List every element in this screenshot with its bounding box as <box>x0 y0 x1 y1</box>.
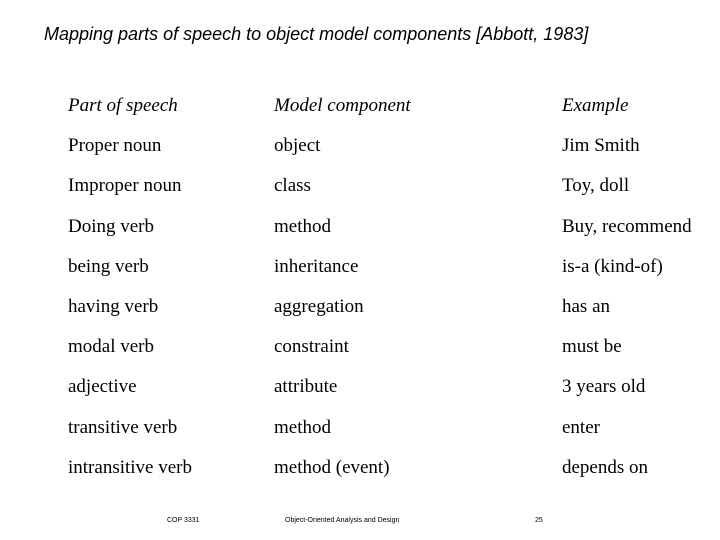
example-cell: must be <box>562 336 622 358</box>
table-row <box>68 367 718 407</box>
model-component-cell: constraint <box>274 336 349 358</box>
example-cell: Toy, doll <box>562 175 630 197</box>
mapping-table <box>68 86 718 488</box>
header-part-of-speech: Part of speech <box>68 95 178 116</box>
part-of-speech-cell: Proper noun <box>68 135 162 157</box>
part-of-speech-cell: having verb <box>68 295 159 317</box>
part-of-speech-cell: Doing verb <box>68 215 155 237</box>
table-row <box>68 448 718 488</box>
header-model-component: Model component <box>274 95 411 116</box>
example-cell: enter <box>562 416 600 438</box>
table-header-row <box>68 86 718 126</box>
model-component-cell: object <box>274 135 321 157</box>
example-cell: Buy, recommend <box>562 215 692 237</box>
part-of-speech-cell: adjective <box>68 376 137 398</box>
footer-subject: Object-Oriented Analysis and Design <box>285 517 400 524</box>
table-row <box>68 166 718 206</box>
model-component-cell: method (event) <box>274 456 390 478</box>
example-cell: has an <box>562 295 611 317</box>
slide-title: Mapping parts of speech to object model components [Abbott, 1983] <box>44 24 589 44</box>
example-cell: is-a (kind-of) <box>562 255 663 277</box>
table-row <box>68 327 718 367</box>
table-row <box>68 126 718 166</box>
model-component-cell: attribute <box>274 376 338 398</box>
part-of-speech-cell: being verb <box>68 255 149 277</box>
model-component-cell: method <box>274 416 331 438</box>
table-row <box>68 207 718 247</box>
table-row <box>68 287 718 327</box>
footer-course: COP 3331 <box>167 517 200 524</box>
model-component-cell: inheritance <box>274 255 359 277</box>
example-cell: 3 years old <box>562 376 646 398</box>
part-of-speech-cell: intransitive verb <box>68 456 192 478</box>
table-row <box>68 408 718 448</box>
part-of-speech-cell: Improper noun <box>68 175 182 197</box>
part-of-speech-cell: transitive verb <box>68 416 178 438</box>
table-row <box>68 247 718 287</box>
header-example: Example <box>562 95 629 116</box>
part-of-speech-cell: modal verb <box>68 336 155 358</box>
model-component-cell: aggregation <box>274 295 364 317</box>
footer-page-number: 25 <box>535 517 543 524</box>
model-component-cell: class <box>274 175 311 197</box>
example-cell: Jim Smith <box>562 135 640 157</box>
example-cell: depends on <box>562 456 649 478</box>
model-component-cell: method <box>274 215 331 237</box>
